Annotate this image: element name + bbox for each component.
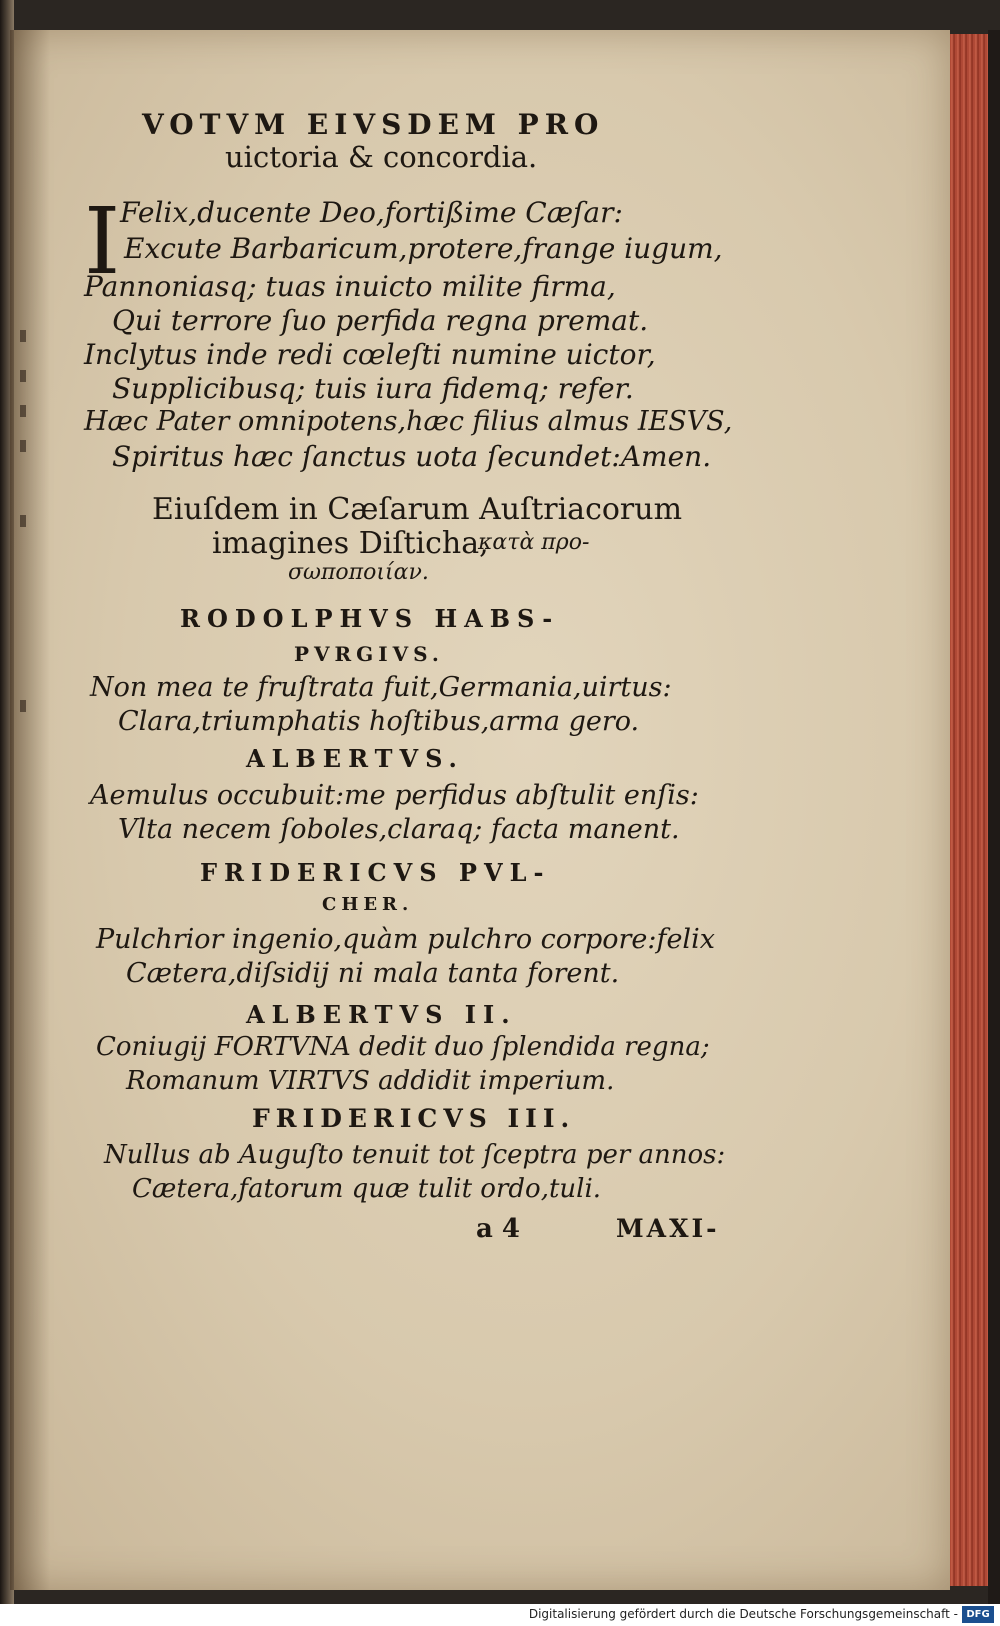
- show-through-marks: [18, 30, 38, 1590]
- bleed-mark: [20, 405, 26, 417]
- verse-line: Nullus ab Auguſto tenuit tot ſceptra per annos:: [104, 1140, 726, 1170]
- verse-line: Cætera,diſsidij ni mala tanta forent.: [126, 958, 620, 989]
- footer-credit: Digitalisierung gefördert durch die Deutsche Forschungsgemeinschaft -: [528, 1607, 958, 1621]
- bleed-mark: [20, 700, 26, 712]
- page-block-edges: [950, 34, 988, 1586]
- verse-line: Excute Barbaricum,protere,frange iugum,: [124, 232, 723, 265]
- section-title-line-2: imagines Diſticha,: [212, 526, 489, 561]
- emperor-name-cont: PVRGIVS.: [294, 642, 444, 666]
- bleed-mark: [20, 330, 26, 342]
- emperor-name: ALBERTVS II.: [246, 1000, 517, 1029]
- verse-line: Qui terrore ſuo perfida regna premat.: [112, 304, 649, 337]
- verse-line: Cætera,fatorum quæ tulit ordo,tuli.: [132, 1174, 602, 1204]
- bleed-mark: [20, 515, 26, 527]
- verse-line: Coniugij FORTVNA dedit duo ſplendida regna;: [96, 1032, 710, 1062]
- verse-line: Pulchrior ingenio,quàm pulchro corpore:felix: [96, 924, 715, 955]
- bleed-mark: [20, 370, 26, 382]
- emperor-name: RODOLPHVS HABS-: [180, 604, 560, 633]
- verse-line: Felix,ducente Deo,fortißime Cæſar:: [120, 196, 623, 229]
- emperor-name: ALBERTVS.: [246, 744, 464, 773]
- emperor-name: FRIDERICVS III.: [252, 1104, 576, 1133]
- emperor-name: FRIDERICVS PVL-: [200, 858, 551, 887]
- verse-line: Pannoniasq; tuas inuicto milite firma,: [84, 270, 616, 303]
- drop-cap: I: [84, 188, 121, 295]
- greek-text: κατὰ προ-: [478, 530, 590, 555]
- signature-mark: a 4: [476, 1214, 520, 1244]
- verse-line: Inclytus inde redi cœleſti numine uictor,: [84, 338, 656, 371]
- verse-line: Non mea te fruſtrata fuit,Germania,uirtus:: [90, 672, 672, 703]
- verse-line: Supplicibusq; tuis iura fidemq; refer.: [112, 372, 634, 405]
- footer-bar: [0, 1604, 1000, 1626]
- verse-line: Hæc Pater omnipotens,hæc filius almus IESVS,: [84, 406, 733, 437]
- verse-line: Clara,triumphatis hoſtibus,arma gero.: [118, 706, 640, 737]
- title-line-2: uictoria & concordia.: [225, 140, 538, 174]
- verse-line: Romanum VIRTVS addidit imperium.: [126, 1066, 615, 1096]
- greek-text: σωποποιίαν.: [288, 560, 429, 585]
- verse-line: Spiritus hæc ſanctus uota ſecundet:Amen.: [112, 440, 712, 473]
- right-shadow: [988, 30, 1000, 1604]
- title-line-1: VOTVM EIVSDEM PRO: [142, 108, 605, 141]
- bleed-mark: [20, 440, 26, 452]
- emperor-name-cont: CHER.: [322, 894, 414, 915]
- catchword: MAXI-: [616, 1214, 720, 1243]
- verse-line: Vlta necem ſoboles,claraq; facta manent.: [118, 814, 680, 845]
- section-title-line-1: Eiuſdem in Cæſarum Auſtriacorum: [152, 492, 683, 527]
- dfg-logo: DFG: [962, 1606, 994, 1623]
- verse-line: Aemulus occubuit:me perfidus abſtulit enſis:: [90, 780, 699, 811]
